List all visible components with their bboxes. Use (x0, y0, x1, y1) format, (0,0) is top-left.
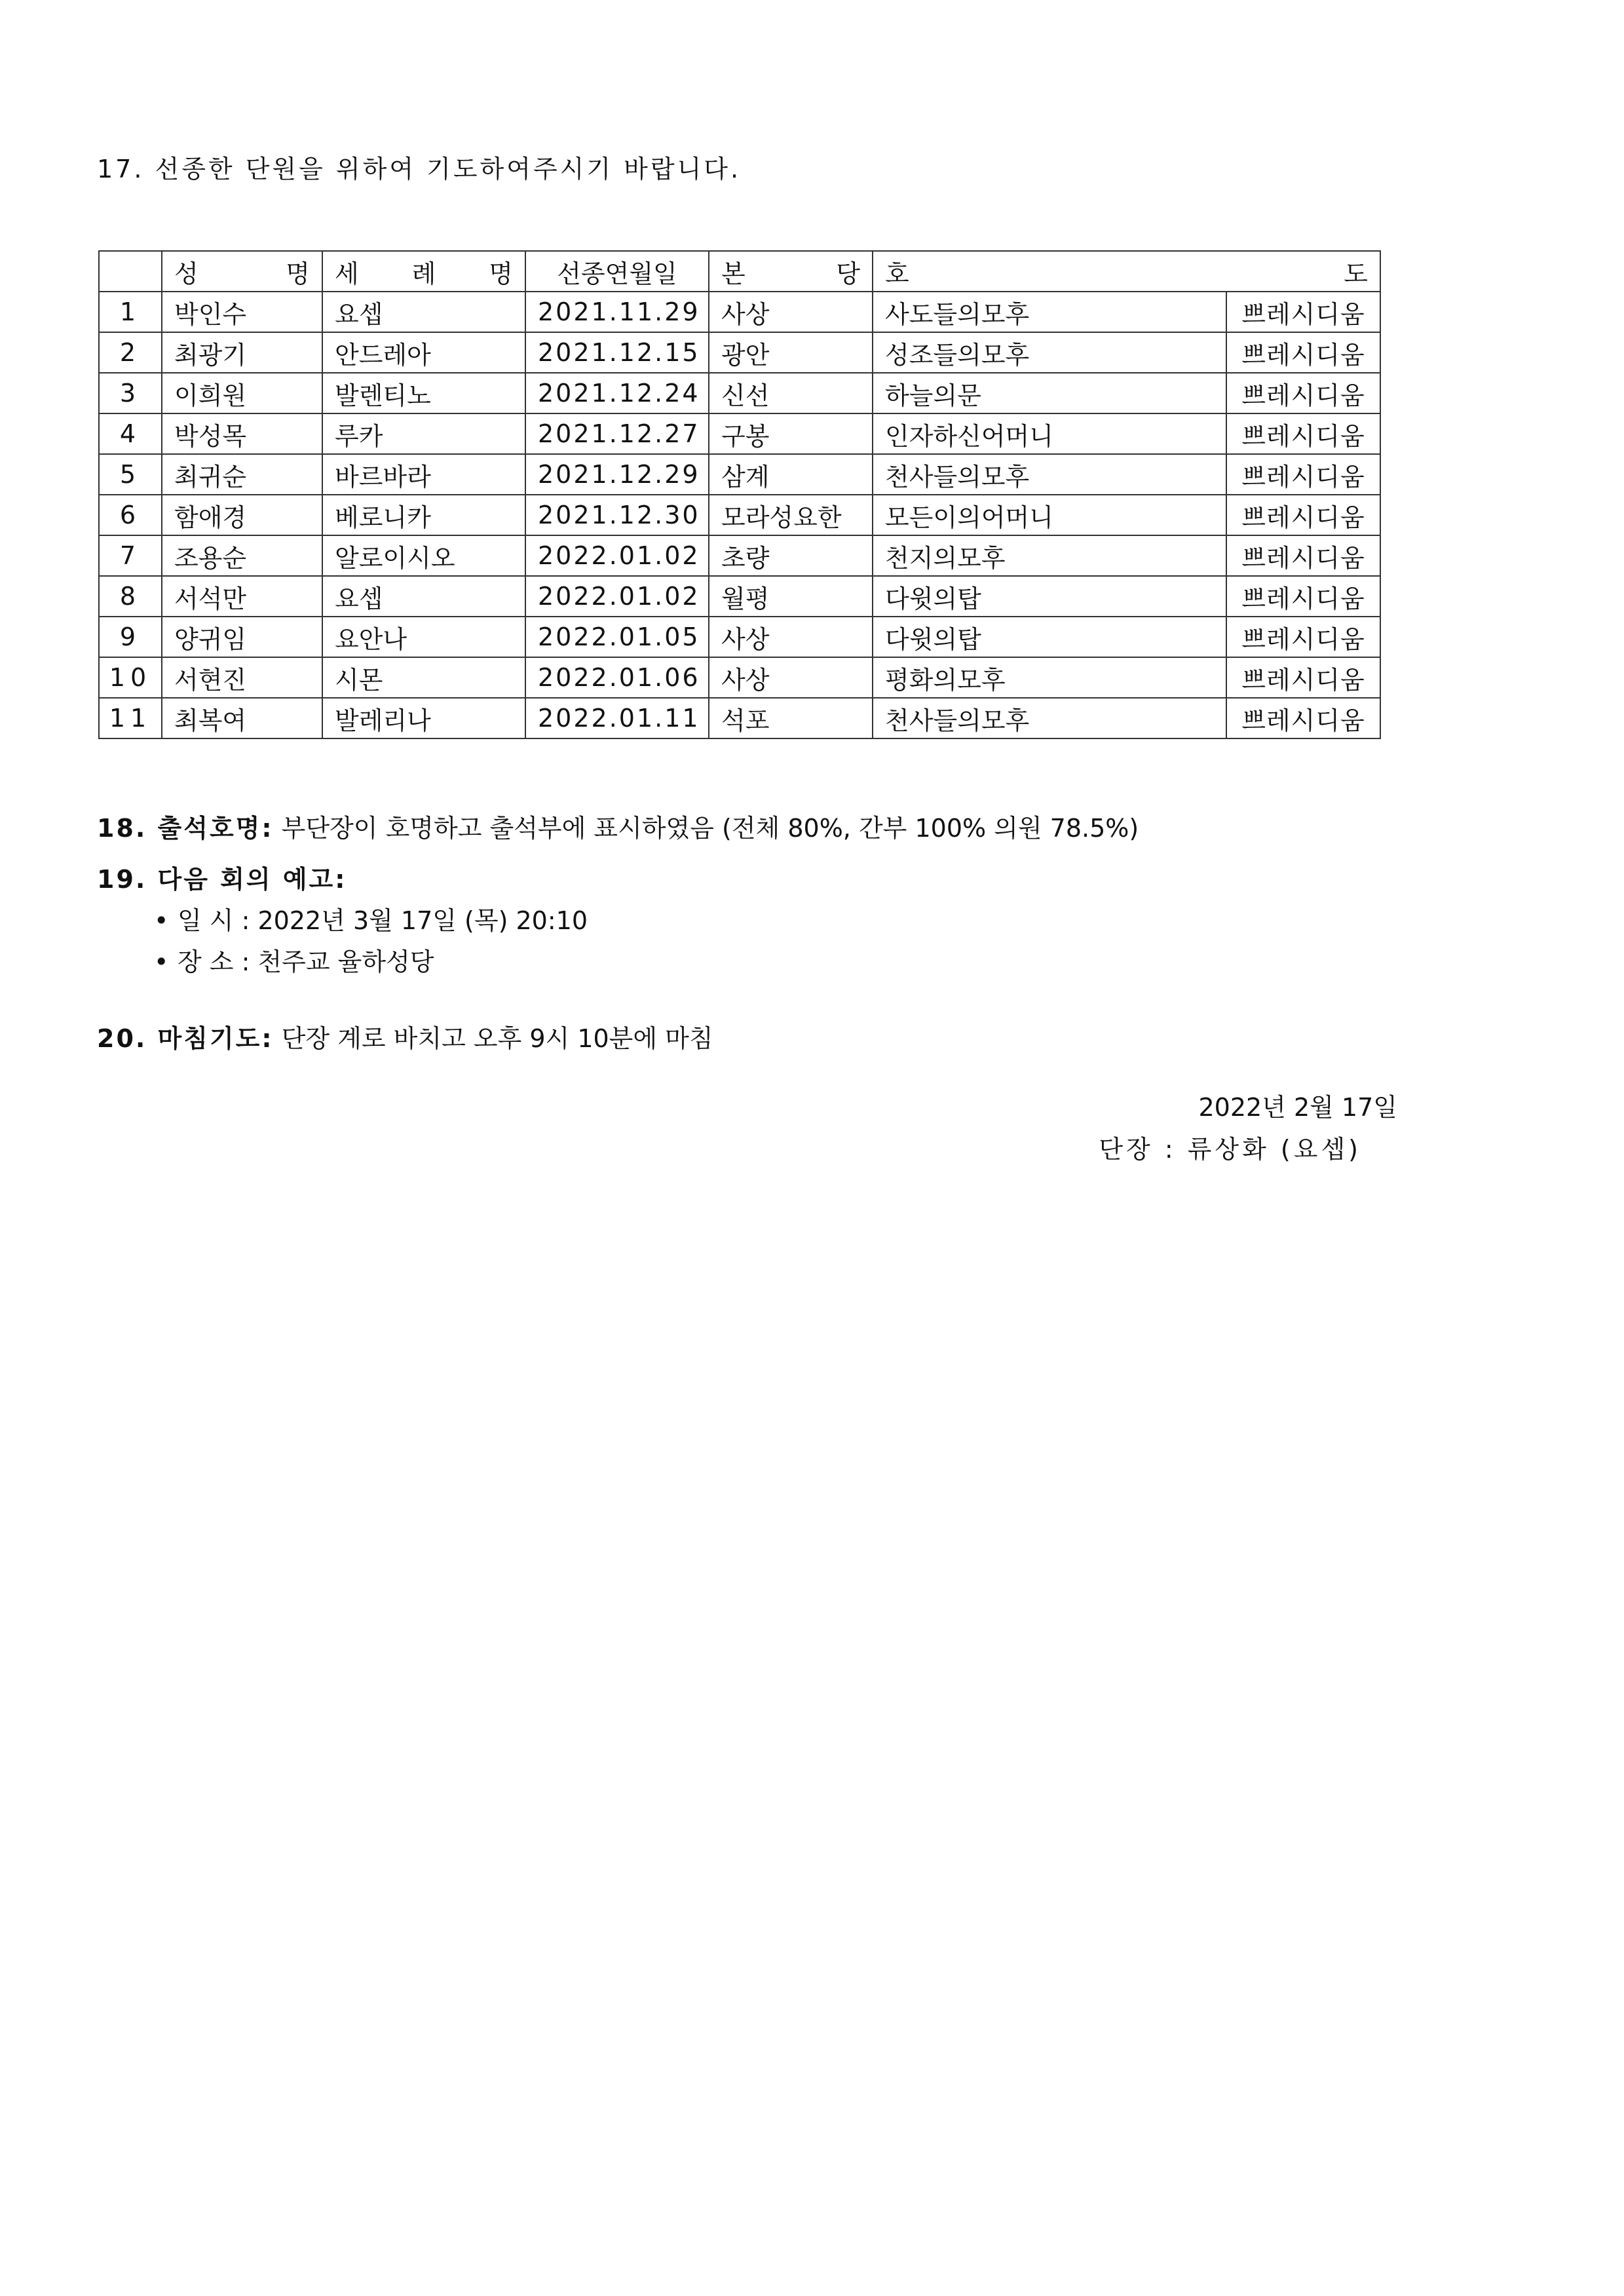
praesidium-suffix: 쁘레시디움 (1226, 454, 1380, 495)
death-date: 2022.01.05 (525, 617, 709, 657)
row-number: 7 (99, 535, 162, 576)
member-name: 최복여 (162, 698, 322, 738)
baptismal-name: 시몬 (322, 657, 525, 698)
praesidium-name: 하늘의문 (873, 373, 1226, 413)
death-date: 2022.01.11 (525, 698, 709, 738)
praesidium-name: 인자하신어머니 (873, 413, 1226, 454)
item-20-text: 단장 계로 바치고 오후 9시 10분에 마침 (281, 1024, 713, 1053)
praesidium-name: 다윗의탑 (873, 617, 1226, 657)
member-name: 서현진 (162, 657, 322, 698)
item-20-label: 20. 마침기도: (97, 1024, 274, 1053)
header-baptismal-name: 세 례 명 (322, 251, 525, 292)
table-row (99, 413, 1380, 454)
item-18 (97, 816, 1139, 841)
baptismal-name: 요셉 (322, 576, 525, 617)
death-date: 2022.01.02 (525, 576, 709, 617)
death-date: 2022.01.06 (525, 657, 709, 698)
praesidium-suffix: 쁘레시디움 (1226, 698, 1380, 738)
praesidium-suffix: 쁘레시디움 (1226, 332, 1380, 373)
meeting-location (154, 949, 434, 974)
header-parish: 본 당 (709, 251, 873, 292)
parish: 신선 (709, 373, 873, 413)
row-number: 3 (99, 373, 162, 413)
row-number: 4 (99, 413, 162, 454)
item-18-label: 18. 출석호명: (97, 814, 274, 843)
death-date: 2021.12.29 (525, 454, 709, 495)
table-row (99, 576, 1380, 617)
table-row (99, 373, 1380, 413)
member-name: 최광기 (162, 332, 322, 373)
member-name: 박인수 (162, 292, 322, 332)
document-date: 2022년 2월 17일 (1198, 1093, 1397, 1122)
member-name: 함애경 (162, 495, 322, 535)
meeting-location-text: 장 소 : 천주교 율하성당 (178, 947, 434, 976)
praesidium-name: 천사들의모후 (873, 698, 1226, 738)
praesidium-suffix: 쁘레시디움 (1226, 413, 1380, 454)
parish: 월평 (709, 576, 873, 617)
baptismal-name: 요셉 (322, 292, 525, 332)
praesidium-name: 평화의모후 (873, 657, 1226, 698)
table-row (99, 617, 1380, 657)
baptismal-name: 발레리나 (322, 698, 525, 738)
item-17-text: 17. 선종한 단원을 위하여 기도하여주시기 바랍니다. (97, 155, 742, 183)
death-date: 2021.12.30 (525, 495, 709, 535)
praesidium-suffix: 쁘레시디움 (1226, 373, 1380, 413)
praesidium-suffix: 쁘레시디움 (1226, 576, 1380, 617)
death-date: 2021.12.24 (525, 373, 709, 413)
praesidium-suffix: 쁘레시디움 (1226, 495, 1380, 535)
praesidium-suffix: 쁘레시디움 (1226, 657, 1380, 698)
meeting-datetime (154, 908, 588, 933)
row-number: 8 (99, 576, 162, 617)
parish: 삼계 (709, 454, 873, 495)
member-name: 조용순 (162, 535, 322, 576)
baptismal-name: 바르바라 (322, 454, 525, 495)
baptismal-name: 발렌티노 (322, 373, 525, 413)
row-number: 1 (99, 292, 162, 332)
header-name: 성 명 (162, 251, 322, 292)
death-date: 2022.01.02 (525, 535, 709, 576)
meeting-datetime-text: 일 시 : 2022년 3월 17일 (목) 20:10 (178, 906, 588, 935)
baptismal-name: 요안나 (322, 617, 525, 657)
baptismal-name: 알로이시오 (322, 535, 525, 576)
item-19-label: 19. 다음 회의 예고: (97, 865, 347, 894)
bullet-icon: • (154, 947, 169, 976)
parish: 초량 (709, 535, 873, 576)
item-18-text: 부단장이 호명하고 출석부에 표시하였음 (전체 80%, 간부 100% 의원 78.5%) (281, 814, 1139, 843)
row-number: 11 (99, 698, 162, 738)
row-number: 6 (99, 495, 162, 535)
row-number: 2 (99, 332, 162, 373)
header-death-date: 선종연월일 (525, 251, 709, 292)
parish: 모라성요한 (709, 495, 873, 535)
praesidium-name: 성조들의모후 (873, 332, 1226, 373)
praesidium-suffix: 쁘레시디움 (1226, 617, 1380, 657)
praesidium-name: 모든이의어머니 (873, 495, 1226, 535)
row-number: 9 (99, 617, 162, 657)
baptismal-name: 베로니카 (322, 495, 525, 535)
item-20 (97, 1026, 713, 1051)
baptismal-name: 안드레아 (322, 332, 525, 373)
baptismal-name: 루카 (322, 413, 525, 454)
praesidium-name: 다윗의탑 (873, 576, 1226, 617)
deceased-members-table (98, 250, 1381, 739)
row-number: 5 (99, 454, 162, 495)
praesidium-name: 천지의모후 (873, 535, 1226, 576)
table-body (99, 292, 1380, 738)
row-number: 10 (99, 657, 162, 698)
table-row (99, 454, 1380, 495)
table-row (99, 292, 1380, 332)
death-date: 2021.12.27 (525, 413, 709, 454)
parish: 사상 (709, 657, 873, 698)
table-row (99, 535, 1380, 576)
praesidium-suffix: 쁘레시디움 (1226, 535, 1380, 576)
bullet-icon: • (154, 906, 169, 935)
table-row (99, 332, 1380, 373)
parish: 사상 (709, 292, 873, 332)
parish: 석포 (709, 698, 873, 738)
table-row (99, 698, 1380, 738)
praesidium-name: 사도들의모후 (873, 292, 1226, 332)
praesidium-name: 천사들의모후 (873, 454, 1226, 495)
member-name: 박성목 (162, 413, 322, 454)
header-number (99, 251, 162, 292)
table-row (99, 657, 1380, 698)
parish: 광안 (709, 332, 873, 373)
member-name: 최귀순 (162, 454, 322, 495)
death-date: 2021.12.15 (525, 332, 709, 373)
parish: 사상 (709, 617, 873, 657)
member-name: 이희원 (162, 373, 322, 413)
table-header-row (99, 251, 1380, 292)
death-date: 2021.11.29 (525, 292, 709, 332)
table-row (99, 495, 1380, 535)
member-name: 양귀임 (162, 617, 322, 657)
praesidium-suffix: 쁘레시디움 (1226, 292, 1380, 332)
member-name: 서석만 (162, 576, 322, 617)
parish: 구봉 (709, 413, 873, 454)
header-title: 호 도 (873, 251, 1380, 292)
signer: 단장 : 류상화 (요셉) (1099, 1135, 1361, 1164)
